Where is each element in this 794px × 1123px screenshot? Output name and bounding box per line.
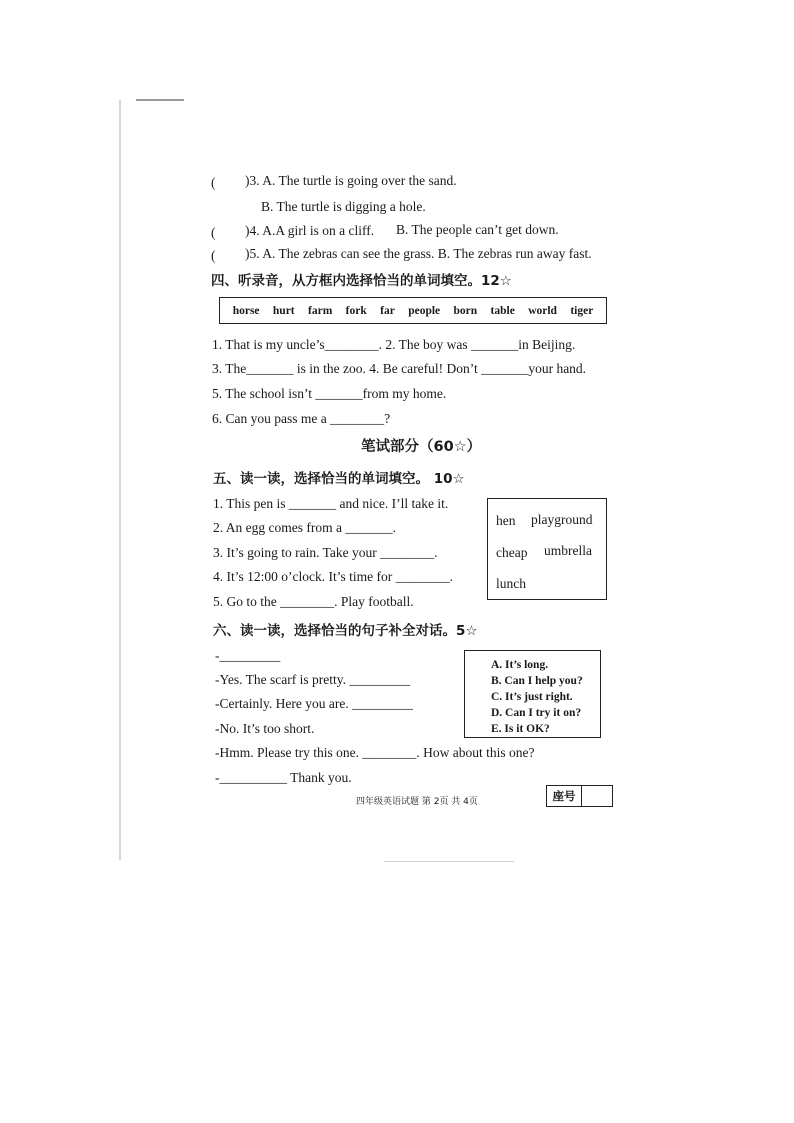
q3-option-b: B. The turtle is digging a hole. bbox=[261, 199, 426, 214]
word-option: tiger bbox=[570, 304, 594, 317]
q4-option-b: B. The people can’t get down. bbox=[396, 222, 559, 237]
sentence-option: A. It’s long. bbox=[491, 659, 549, 671]
word-option: farm bbox=[308, 304, 333, 317]
q3-option-a: )3. A. The turtle is going over the sand. bbox=[245, 173, 457, 188]
section5-item-5: 5. Go to the ________. Play football. bbox=[213, 594, 414, 609]
section4-item-5: 5. The school isn’t _______from my home. bbox=[212, 386, 447, 401]
written-part-title: 笔试部分（60☆） bbox=[361, 439, 482, 455]
dialogue-line: -Certainly. Here you are. _________ bbox=[215, 696, 413, 711]
seat-number-cell bbox=[582, 786, 612, 806]
dialogue-line: -__________ Thank you. bbox=[215, 770, 352, 785]
dialogue-line: -Yes. The scarf is pretty. _________ bbox=[215, 672, 411, 687]
section6-title: 六、读一读，选择恰当的句子补全对话。5☆ bbox=[213, 623, 478, 639]
section4-item-6: 6. Can you pass me a ________? bbox=[212, 411, 391, 426]
section4-item-3-4: 3. The_______ is in the zoo. 4. Be careful! Don’t _______your hand. bbox=[212, 361, 587, 376]
word-option: table bbox=[490, 304, 515, 317]
word-option: world bbox=[528, 304, 557, 317]
top-dash-mark bbox=[136, 99, 184, 101]
word-option: born bbox=[453, 304, 478, 317]
word-option: hen bbox=[496, 513, 516, 528]
section5-title: 五、读一读，选择恰当的单词填空。 10☆ bbox=[213, 471, 465, 487]
page-footer: 四年级英语试题 第 2页 共 4页 bbox=[356, 797, 478, 807]
section4-item-1-2: 1. That is my uncle’s________. 2. The boy was _______in Beijing. bbox=[212, 337, 576, 352]
word-option: playground bbox=[531, 512, 593, 527]
sentence-option: E. Is it OK? bbox=[491, 723, 550, 735]
section4-title: 四、听录音，从方框内选择恰当的单词填空。12☆ bbox=[211, 273, 512, 289]
dialogue-line: -Hmm. Please try this one. ________. How about this one? bbox=[215, 745, 535, 760]
section5-item-1: 1. This pen is _______ and nice. I’ll take it. bbox=[213, 496, 449, 511]
seat-number-label: 座号 bbox=[547, 786, 582, 806]
word-option: horse bbox=[232, 304, 260, 317]
word-option: hurt bbox=[272, 304, 295, 317]
section4-word-box bbox=[219, 297, 607, 324]
word-option: umbrella bbox=[544, 543, 592, 558]
q3-paren: ( bbox=[211, 175, 216, 190]
word-option: far bbox=[380, 304, 395, 317]
bottom-dash-mark bbox=[384, 861, 514, 862]
word-option: fork bbox=[345, 304, 367, 317]
q4-option-a: )4. A.A girl is on a cliff. bbox=[245, 223, 375, 238]
dialogue-line: -_________ bbox=[215, 648, 281, 663]
section6-options-box bbox=[464, 650, 601, 738]
q5-options: )5. A. The zebras can see the grass. B. The zebras run away fast. bbox=[245, 246, 592, 261]
dialogue-line: -No. It’s too short. bbox=[215, 721, 315, 736]
sentence-option: C. It’s just right. bbox=[491, 691, 573, 703]
page-margin-line bbox=[119, 100, 121, 860]
sentence-option: B. Can I help you? bbox=[491, 675, 583, 687]
word-option: lunch bbox=[496, 576, 526, 591]
seat-number-box bbox=[546, 785, 613, 807]
word-option: cheap bbox=[496, 545, 528, 560]
q4-paren: ( bbox=[211, 225, 216, 240]
section5-item-3: 3. It’s going to rain. Take your ________. bbox=[213, 545, 438, 560]
word-option: people bbox=[408, 304, 441, 317]
section5-word-box bbox=[487, 498, 607, 600]
sentence-option: D. Can I try it on? bbox=[491, 707, 582, 719]
section5-item-4: 4. It’s 12:00 o’clock. It’s time for ________. bbox=[213, 569, 453, 584]
section5-item-2: 2. An egg comes from a _______. bbox=[213, 520, 396, 535]
q5-paren: ( bbox=[211, 248, 216, 263]
